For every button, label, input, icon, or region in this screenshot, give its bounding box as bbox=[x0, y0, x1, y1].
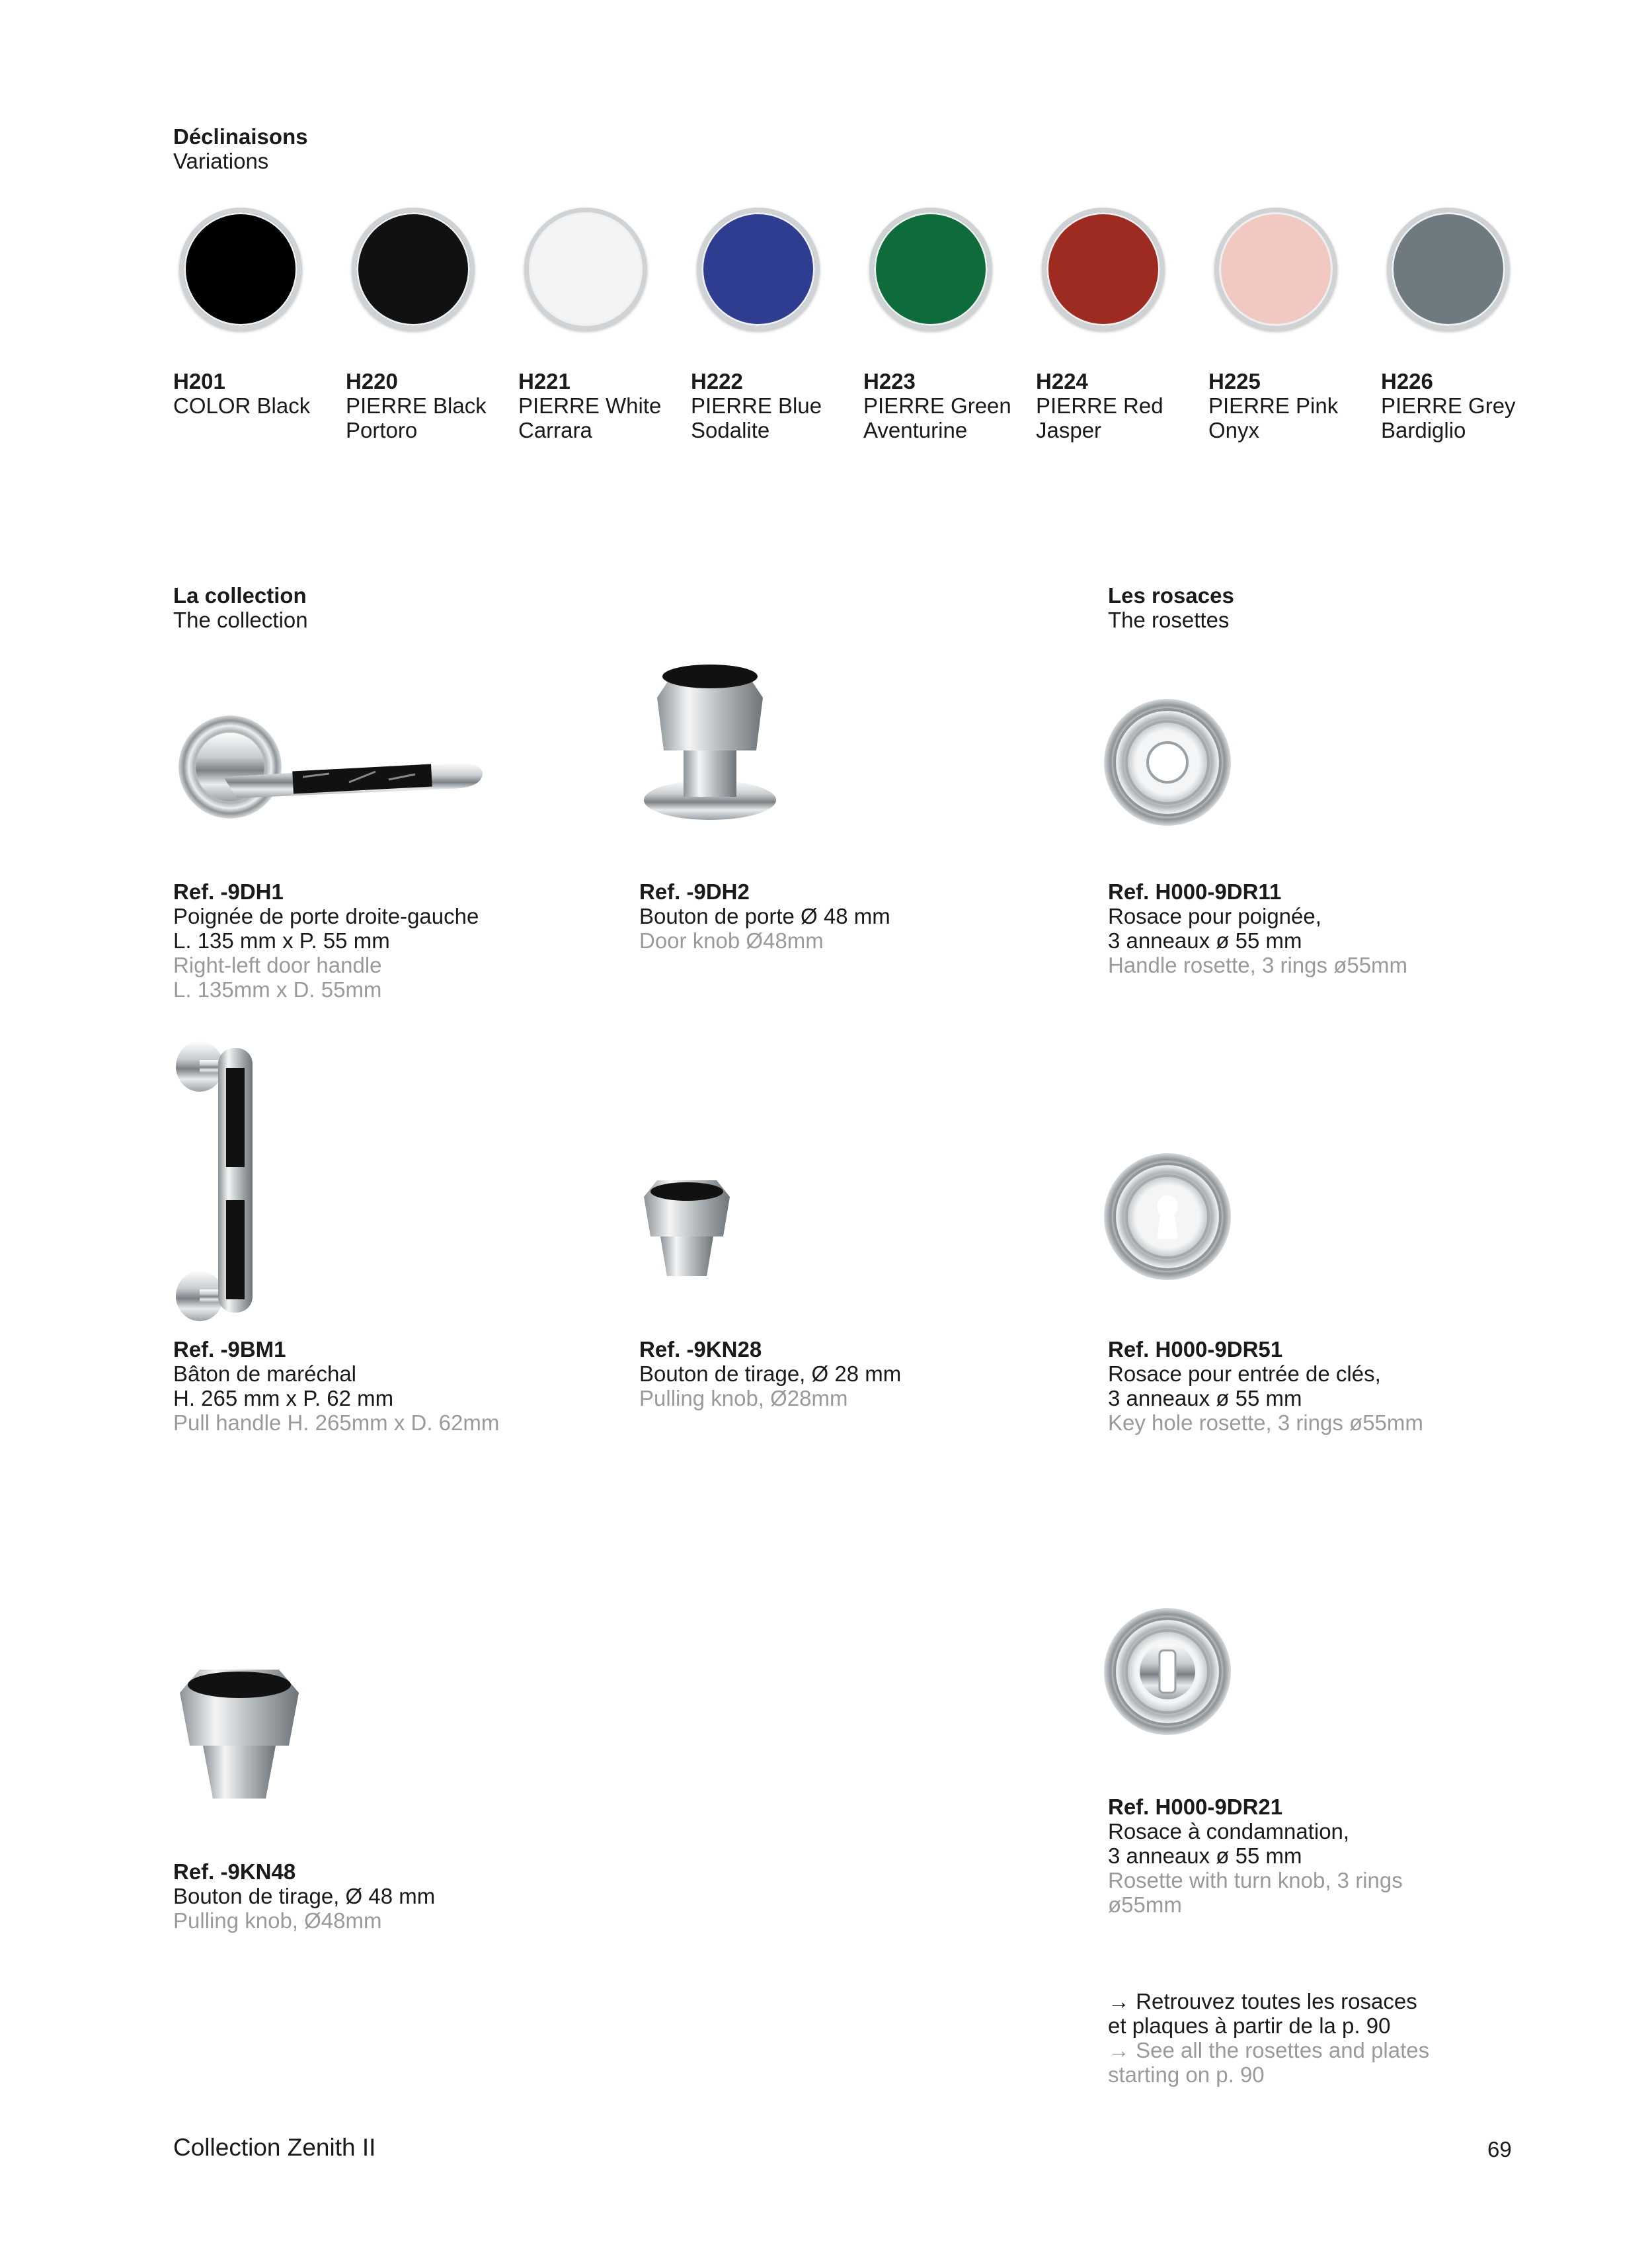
rosettes-title-en: The rosettes bbox=[1108, 608, 1230, 632]
product-desc-en: Pulling knob, Ø28mm bbox=[639, 1386, 848, 1410]
variation-label: PIERRE Pink Onyx bbox=[1208, 393, 1339, 442]
variation-swatch bbox=[697, 208, 820, 331]
variations-title-fr: Déclinaisons bbox=[173, 124, 308, 149]
variation-label: PIERRE Red Jasper bbox=[1036, 393, 1163, 442]
variation-label: PIERRE Grey Bardiglio bbox=[1381, 393, 1516, 442]
variation-label: PIERRE Green Aventurine bbox=[863, 393, 1011, 442]
note-en: → See all the rosettes and plates starting on p. 90 bbox=[1108, 2038, 1430, 2087]
product-ref: Ref. H000-9DR21 bbox=[1108, 1795, 1283, 1819]
product-ref: Ref. -9KN28 bbox=[639, 1337, 762, 1361]
variation-swatch bbox=[1214, 208, 1337, 331]
product-desc-fr: Rosace pour poignée, 3 anneaux ø 55 mm bbox=[1108, 904, 1321, 953]
variation-code: H221 bbox=[518, 369, 570, 393]
small-pulling-knob-image bbox=[637, 1177, 736, 1283]
product-ref: Ref. -9BM1 bbox=[173, 1337, 286, 1361]
variation-code: H220 bbox=[346, 369, 398, 393]
rosettes-note bbox=[1108, 1989, 1429, 2087]
keyhole-rosette-image bbox=[1103, 1152, 1232, 1281]
variations-title-en: Variations bbox=[173, 149, 269, 173]
large-pulling-knob-image bbox=[173, 1666, 305, 1805]
product-desc-fr: Bouton de tirage, Ø 28 mm bbox=[639, 1361, 902, 1386]
variation-code: H222 bbox=[691, 369, 743, 393]
product-desc-en: Rosette with turn knob, 3 rings ø55mm bbox=[1108, 1868, 1403, 1917]
collection-title-fr: La collection bbox=[173, 583, 307, 608]
product-ref: Ref. -9KN48 bbox=[173, 1859, 296, 1884]
product-desc-fr: Poignée de porte droite-gauche L. 135 mm x P. 55 mm bbox=[173, 904, 479, 953]
product-desc-fr: Rosace pour entrée de clés, 3 anneaux ø 55 mm bbox=[1108, 1361, 1381, 1410]
variation-code: H201 bbox=[173, 369, 225, 393]
product-9dr51 bbox=[1108, 1337, 1423, 1435]
handle-rosette-image bbox=[1103, 698, 1232, 827]
variation-swatch bbox=[1042, 208, 1165, 331]
product-desc-fr: Bouton de tirage, Ø 48 mm bbox=[173, 1884, 436, 1908]
collection-title-en: The collection bbox=[173, 608, 308, 632]
turn-knob-rosette-image bbox=[1103, 1607, 1232, 1736]
note-fr: → Retrouvez toutes les rosaces et plaques à partir de la p. 90 bbox=[1108, 1989, 1417, 2038]
product-ref: Ref. H000-9DR11 bbox=[1108, 879, 1282, 904]
product-9kn28 bbox=[639, 1337, 901, 1410]
door-knob-image bbox=[637, 658, 783, 823]
variation-code: H223 bbox=[863, 369, 916, 393]
variation-swatch bbox=[179, 208, 302, 331]
product-desc-en: Key hole rosette, 3 rings ø55mm bbox=[1108, 1410, 1423, 1435]
product-desc-fr: Bâton de maréchal H. 265 mm x P. 62 mm bbox=[173, 1361, 394, 1410]
variation-label: PIERRE Blue Sodalite bbox=[691, 393, 822, 442]
product-ref: Ref. H000-9DR51 bbox=[1108, 1337, 1283, 1361]
product-ref: Ref. -9DH2 bbox=[639, 879, 750, 904]
variation-swatch bbox=[352, 208, 475, 331]
product-9dr11 bbox=[1108, 879, 1407, 977]
product-desc-en: Door knob Ø48mm bbox=[639, 928, 824, 953]
door-handle-image bbox=[177, 711, 488, 823]
variation-swatch bbox=[524, 208, 647, 331]
product-desc-en: Pull handle H. 265mm x D. 62mm bbox=[173, 1410, 500, 1435]
product-desc-en: Pulling knob, Ø48mm bbox=[173, 1908, 382, 1933]
page-number: 69 bbox=[1487, 2137, 1512, 2162]
product-9bm1 bbox=[173, 1337, 499, 1435]
rosettes-title-fr: Les rosaces bbox=[1108, 583, 1234, 608]
product-desc-fr: Bouton de porte Ø 48 mm bbox=[639, 904, 890, 928]
footer-collection-title: Collection Zenith II bbox=[173, 2134, 376, 2161]
variation-code: H224 bbox=[1036, 369, 1088, 393]
product-ref: Ref. -9DH1 bbox=[173, 879, 284, 904]
product-desc-fr: Rosace à condamnation, 3 anneaux ø 55 mm bbox=[1108, 1819, 1350, 1868]
product-9dh2 bbox=[639, 879, 890, 953]
product-desc-en: Handle rosette, 3 rings ø55mm bbox=[1108, 953, 1408, 977]
variation-code: H226 bbox=[1381, 369, 1433, 393]
variation-label: PIERRE White Carrara bbox=[518, 393, 662, 442]
pull-handle-image bbox=[173, 1035, 259, 1326]
product-desc-en: Right-left door handle L. 135mm x D. 55mm bbox=[173, 953, 382, 1002]
variation-swatch bbox=[869, 208, 992, 331]
product-9dh1 bbox=[173, 879, 479, 1002]
variation-label: PIERRE Black Portoro bbox=[346, 393, 487, 442]
product-9dr21 bbox=[1108, 1795, 1403, 1917]
variation-label: COLOR Black bbox=[173, 393, 311, 418]
variation-swatch bbox=[1387, 208, 1510, 331]
product-9kn48 bbox=[173, 1859, 435, 1933]
variation-code: H225 bbox=[1208, 369, 1261, 393]
